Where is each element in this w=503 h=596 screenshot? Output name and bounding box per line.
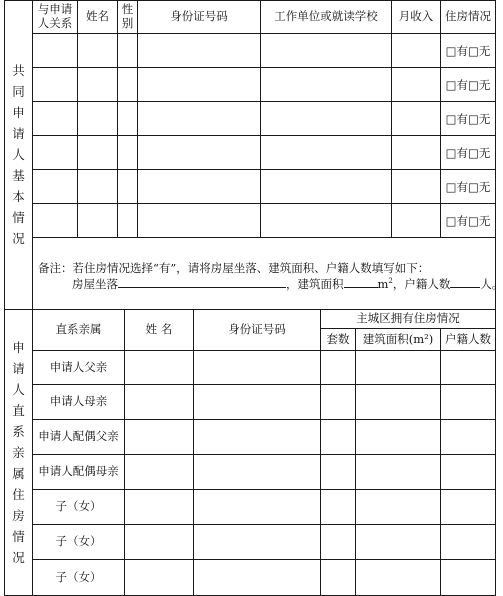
header-workplace: 工作单位或就读学校 xyxy=(274,9,378,24)
header-id-number: 身份证号码 xyxy=(170,9,228,24)
s2-col-line xyxy=(124,309,125,596)
header-relative-id: 身份证号码 xyxy=(228,322,286,337)
relative-row-label: 申请人配偶父亲 xyxy=(38,429,119,444)
s1-rows-bottom xyxy=(32,237,496,238)
housing-checkbox[interactable]: □有□无 xyxy=(445,145,491,160)
s2-col-line xyxy=(440,328,441,596)
housing-checkbox[interactable]: □有□无 xyxy=(445,179,491,194)
note-area-label: ，建筑面积 xyxy=(286,277,344,291)
s2-col-line xyxy=(320,309,321,596)
note-line-2 xyxy=(72,275,503,292)
s1-row-line xyxy=(32,203,496,204)
header-relative: 直系亲属 xyxy=(55,322,102,337)
s1-header-bottom xyxy=(32,33,496,34)
relative-row-label: 子（女） xyxy=(55,569,102,584)
header-housing: 住房情况 xyxy=(445,9,491,24)
header-gender: 性别 xyxy=(121,2,134,30)
relative-row-label: 申请人配偶母亲 xyxy=(38,464,119,479)
hukou-blank[interactable] xyxy=(450,275,480,288)
s1-col-line xyxy=(117,0,118,237)
note-end: 人。 xyxy=(480,277,503,291)
header-housing-group: 主城区拥有住房情况 xyxy=(356,311,460,326)
section1-side-label: 共同申请人基本情况 xyxy=(12,63,25,246)
header-sets: 套数 xyxy=(326,331,350,346)
s1-col-line xyxy=(391,0,392,237)
note-location-label: 房屋坐落 xyxy=(72,277,118,291)
s1-row-line xyxy=(32,135,496,136)
s1-row-line xyxy=(32,169,496,170)
header-name: 姓名 xyxy=(86,9,109,24)
s2-col-line xyxy=(355,328,356,596)
header-relative-name: 姓 名 xyxy=(145,322,173,337)
relative-row-label: 子（女） xyxy=(55,499,102,514)
area-blank[interactable] xyxy=(344,275,378,288)
note-area-unit-sup: 2 xyxy=(388,277,393,286)
housing-checkbox[interactable]: □有□无 xyxy=(445,111,491,126)
note-line-1: 备注：若住房情况选择“有”，请将房屋坐落、建筑面积、户籍人数填写如下： xyxy=(38,261,430,275)
header-hukou: 户籍人数 xyxy=(445,331,491,346)
s1-col-line xyxy=(137,0,138,237)
header-area: 建筑面积(m²) xyxy=(362,331,434,346)
s1-row-line xyxy=(32,67,496,68)
housing-checkbox[interactable]: □有□无 xyxy=(445,43,491,58)
s1-col-line xyxy=(260,0,261,237)
section2-side-label: 申请人直系亲属住房情况 xyxy=(12,340,25,565)
housing-checkbox[interactable]: □有□无 xyxy=(445,77,491,92)
location-blank[interactable] xyxy=(118,275,286,288)
outer-border-right xyxy=(495,0,496,596)
s1-row-line xyxy=(32,101,496,102)
note-area-unit: m xyxy=(377,277,389,291)
relative-row-label: 子（女） xyxy=(55,534,102,549)
relative-row-label: 申请人父亲 xyxy=(49,359,108,374)
relative-row-label: 申请人母亲 xyxy=(49,394,108,409)
note-hukou-label: ，户籍人数 xyxy=(392,277,451,291)
s1-col-line xyxy=(77,0,78,237)
header-relation: 与申请人关系 xyxy=(37,2,73,30)
s2-col-line xyxy=(193,309,194,596)
header-income: 月收入 xyxy=(398,9,434,24)
housing-checkbox[interactable]: □有□无 xyxy=(445,213,491,228)
